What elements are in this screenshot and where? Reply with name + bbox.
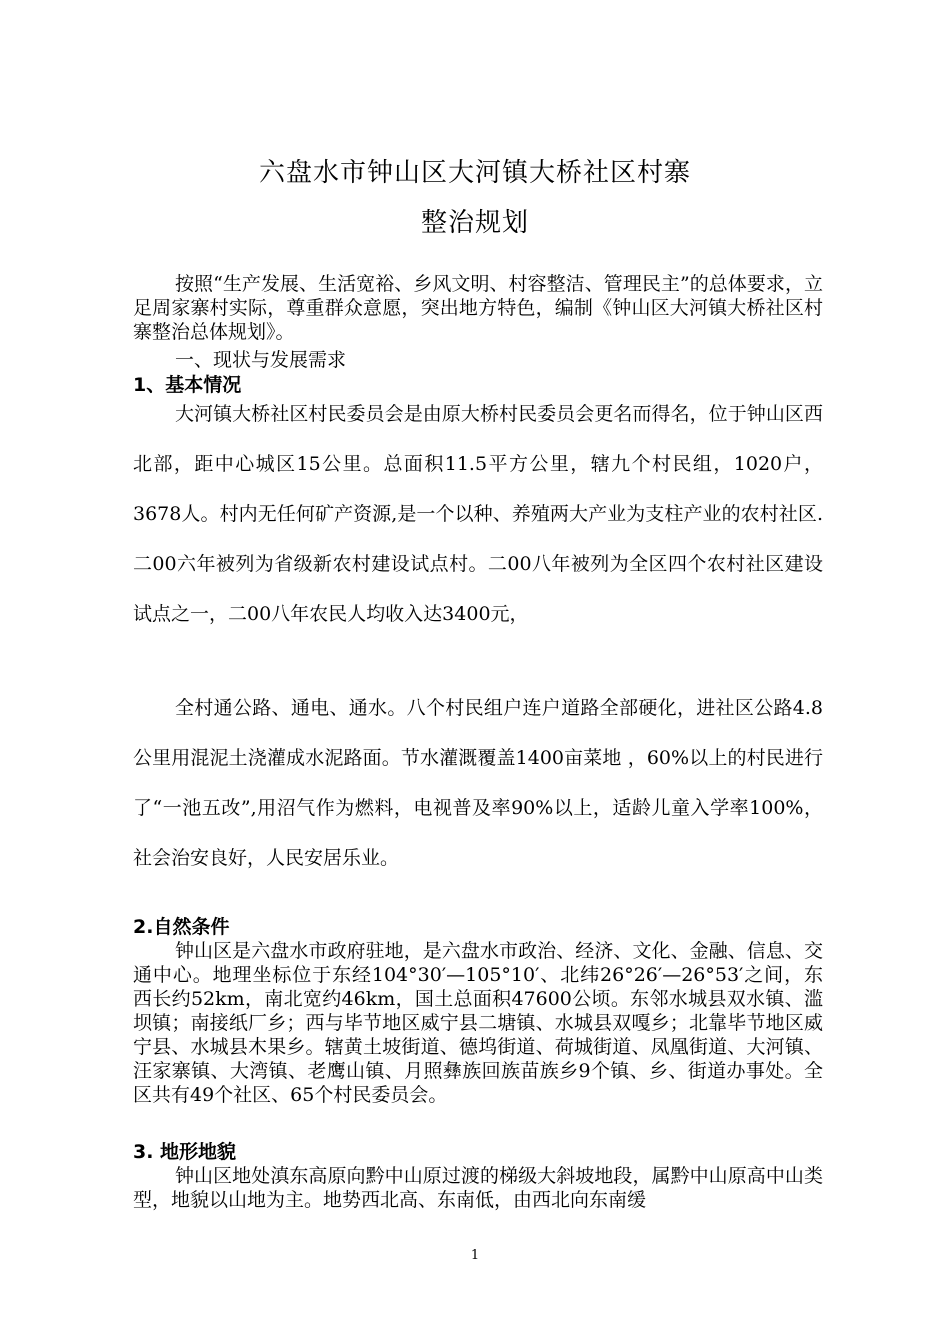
page-number: 1 [470,1248,480,1263]
document-title-line1: 六盘水市钟山区大河镇大桥社区村寨 [258,158,691,188]
section-heading-status: 一、现状与发展需求 [175,349,347,371]
heading-natural-conditions: 2.自然条件 [133,916,230,938]
basic-info-paragraph-1: 大河镇大桥社区村民委员会是由原大桥村民委员会更名而得名，位于钟山区西北部，距中心城区15公里。总面积11.5平方公里，辖九个村民组，1020户，3678人。村内无任何矿产资源,是一个以种、养殖两大产业为支柱产业的农村社区.二00六年被列为省级新农村建设试点村。二00八年被列为全区四个农村社区建设试点之一，二00八年农民人均收入达3400元， [133,403,823,625]
intro-paragraph: 按照“生产发展、生活宽裕、乡风文明、村容整洁、管理民主”的总体要求，立足周家寨村实际，尊重群众意愿，突出地方特色，编制《钟山区大河镇大桥社区村寨整治总体规划》。 [133,273,823,343]
terrain-paragraph: 钟山区地处滇东高原向黔中山原过渡的梯级大斜坡地段，属黔中山原高中山类型，地貌以山地为主。地势西北高、东南低，由西北向东南缓 [133,1165,823,1211]
document-title-line2: 整治规划 [420,208,529,238]
heading-terrain: 3. 地形地貌 [133,1141,237,1163]
basic-info-paragraph-2: 全村通公路、通电、通水。八个村民组户连户道路全部硬化，进社区公路4.8公里用混泥土浇灌成水泥路面。节水灌溉覆盖1400亩菜地 ，60%以上的村民进行了“一池五改”,用沼气作为燃料，电视普及率90%以上，适龄儿童入学率100%，社会治安良好，人民安居乐业。 [133,697,823,869]
heading-basic-info: 1、基本情况 [133,374,242,396]
natural-conditions-paragraph: 钟山区是六盘水市政府驻地，是六盘水市政治、经济、文化、金融、信息、交通中心。地理坐标位于东经104°30′—105°10′、北纬26°26′—26°53′之间，东西长约52km，南北宽约46km，国土总面积47600公顷。东邻水城县双水镇、滥坝镇；南接纸厂乡；西与毕节地区威宁县二塘镇、水城县双嘎乡；北靠毕节地区威宁县、水城县木果乡。辖黄土坡街道、德坞街道、荷城街道、凤凰街道、大河镇、汪家寨镇、大湾镇、老鹰山镇、月照彝族回族苗族乡9个镇、乡、街道办事处。全区共有49个社区、65个村民委员会。 [133,940,823,1106]
